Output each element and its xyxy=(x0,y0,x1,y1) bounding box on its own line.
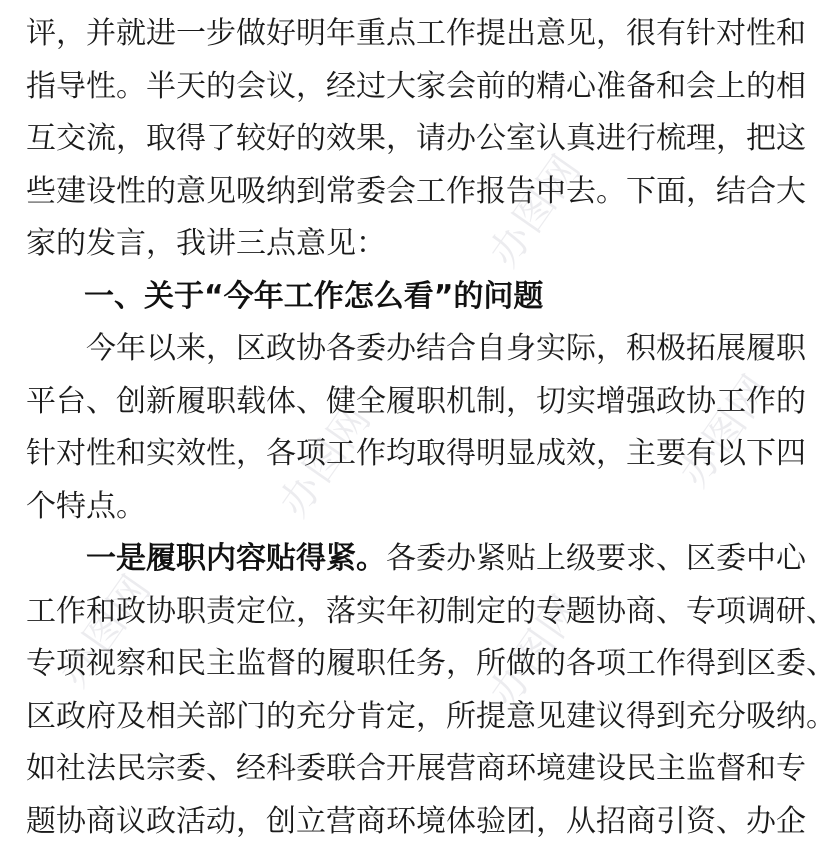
text-line: 评，并就进一步做好明年重点工作提出意见，很有针对性和 xyxy=(26,8,778,61)
watermark: 办图网 xyxy=(44,561,163,697)
text-line: 些建设性的意见吸纳到常委会工作报告中去。下面，结合大 xyxy=(26,166,778,219)
text-line: 今年以来，区政协各委办结合自身实际，积极拓展履职 xyxy=(26,323,778,376)
text-line: 如社法民宗委、经科委联合开展营商环境建设民主监督和专 xyxy=(26,743,778,796)
watermark: 办图网 xyxy=(264,391,383,527)
paragraph-lead-rest: 各委办紧贴上级要求、区委中心 xyxy=(386,541,806,576)
text-line: 家的发言，我讲三点意见： xyxy=(26,218,778,271)
text-line: 平台、创新履职载体、健全履职机制，切实增强政协工作的 xyxy=(26,376,778,429)
section-heading xyxy=(26,271,778,324)
text-line: 区政府及相关部门的充分肯定，所提意见建议得到充分吸纳。 xyxy=(26,691,778,744)
document-body xyxy=(26,8,778,848)
text-line: 工作和政协职责定位，落实年初制定的专题协商、专项调研、 xyxy=(26,586,778,639)
section-heading-text: 一、关于“今年工作怎么看”的问题 xyxy=(84,279,543,314)
text-line: 互交流，取得了较好的效果，请办公室认真进行梳理，把这 xyxy=(26,113,778,166)
text-line: 专项视察和民主监督的履职任务，所做的各项工作得到区委、 xyxy=(26,638,778,691)
paragraph-lead: 一是履职内容贴得紧。 xyxy=(86,541,386,576)
text-line: 指导性。半天的会议，经过大家会前的精心准备和会上的相 xyxy=(26,61,778,114)
watermark: 办图网 xyxy=(474,581,593,717)
text-line: 针对性和实效性，各项工作均取得明显成效，主要有以下四 xyxy=(26,428,778,481)
text-line: 题协商议政活动，创立营商环境体验团，从招商引资、办企 xyxy=(26,796,778,848)
text-line xyxy=(26,533,778,586)
watermark: 办图网 xyxy=(474,141,593,277)
text-line: 个特点。 xyxy=(26,481,778,534)
watermark: 办图网 xyxy=(664,361,783,497)
